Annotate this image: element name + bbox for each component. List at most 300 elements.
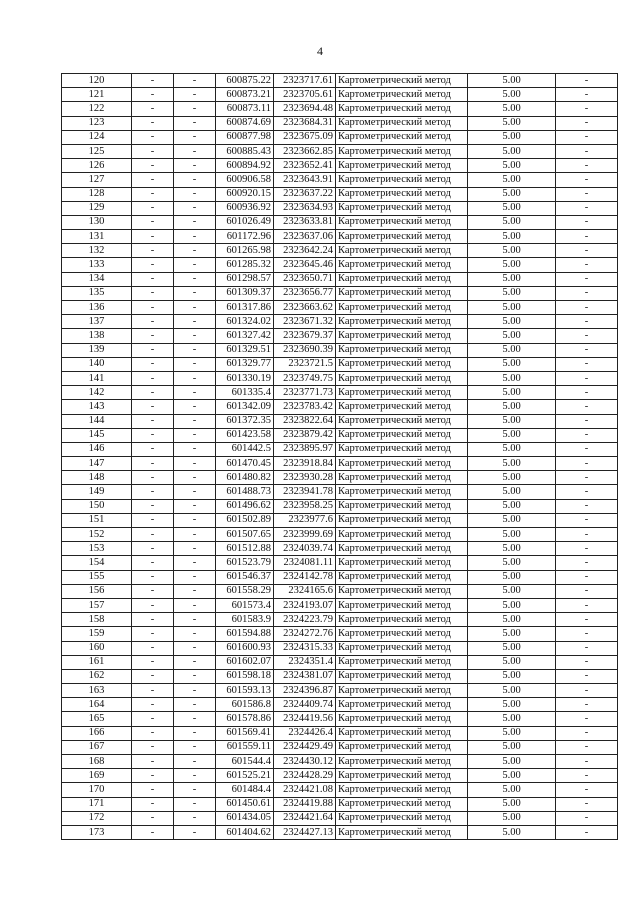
point-number-cell: 140	[62, 357, 132, 371]
dash-cell: -	[556, 428, 618, 442]
point-number-cell: 160	[62, 641, 132, 655]
accuracy-cell: 5.00	[468, 613, 556, 627]
dash-cell: -	[174, 698, 216, 712]
dash-cell: -	[132, 116, 174, 130]
dash-cell: -	[174, 400, 216, 414]
method-cell: Картометрический метод	[336, 556, 468, 570]
dash-cell: -	[556, 542, 618, 556]
table-row	[62, 669, 618, 683]
y-coordinate-cell: 2323717.61	[274, 74, 336, 88]
x-coordinate-cell: 601329.51	[216, 343, 274, 357]
dash-cell: -	[174, 556, 216, 570]
dash-cell: -	[174, 485, 216, 499]
dash-cell: -	[132, 102, 174, 116]
dash-cell: -	[556, 556, 618, 570]
table-row	[62, 442, 618, 456]
dash-cell: -	[174, 386, 216, 400]
method-cell: Картометрический метод	[336, 315, 468, 329]
method-cell: Картометрический метод	[336, 272, 468, 286]
accuracy-cell: 5.00	[468, 386, 556, 400]
x-coordinate-cell: 601544.4	[216, 755, 274, 769]
point-number-cell: 156	[62, 584, 132, 598]
accuracy-cell: 5.00	[468, 712, 556, 726]
dash-cell: -	[174, 414, 216, 428]
y-coordinate-cell: 2324427.13	[274, 825, 336, 839]
dash-cell: -	[556, 230, 618, 244]
method-cell: Картометрический метод	[336, 329, 468, 343]
x-coordinate-cell: 601598.18	[216, 669, 274, 683]
point-number-cell: 123	[62, 116, 132, 130]
dash-cell: -	[132, 144, 174, 158]
x-coordinate-cell: 600875.22	[216, 74, 274, 88]
accuracy-cell: 5.00	[468, 244, 556, 258]
method-cell: Картометрический метод	[336, 797, 468, 811]
table-row	[62, 655, 618, 669]
dash-cell: -	[174, 215, 216, 229]
dash-cell: -	[132, 230, 174, 244]
dash-cell: -	[174, 684, 216, 698]
x-coordinate-cell: 600920.15	[216, 187, 274, 201]
y-coordinate-cell: 2324039.74	[274, 542, 336, 556]
table-row	[62, 641, 618, 655]
table-row	[62, 613, 618, 627]
x-coordinate-cell: 601525.21	[216, 769, 274, 783]
point-number-cell: 128	[62, 187, 132, 201]
table-row	[62, 201, 618, 215]
dash-cell: -	[174, 811, 216, 825]
dash-cell: -	[556, 669, 618, 683]
table-row	[62, 528, 618, 542]
point-number-cell: 125	[62, 144, 132, 158]
dash-cell: -	[556, 825, 618, 839]
table-row	[62, 371, 618, 385]
dash-cell: -	[132, 825, 174, 839]
dash-cell: -	[556, 371, 618, 385]
table-row	[62, 74, 618, 88]
x-coordinate-cell: 601507.65	[216, 528, 274, 542]
dash-cell: -	[556, 187, 618, 201]
point-number-cell: 146	[62, 442, 132, 456]
dash-cell: -	[556, 386, 618, 400]
point-number-cell: 150	[62, 499, 132, 513]
table-row	[62, 343, 618, 357]
accuracy-cell: 5.00	[468, 457, 556, 471]
point-number-cell: 170	[62, 783, 132, 797]
accuracy-cell: 5.00	[468, 513, 556, 527]
y-coordinate-cell: 2324429.49	[274, 740, 336, 754]
dash-cell: -	[132, 471, 174, 485]
y-coordinate-cell: 2323918.84	[274, 457, 336, 471]
y-coordinate-cell: 2323749.75	[274, 371, 336, 385]
x-coordinate-cell: 601172.96	[216, 230, 274, 244]
point-number-cell: 133	[62, 258, 132, 272]
point-number-cell: 147	[62, 457, 132, 471]
y-coordinate-cell: 2323643.91	[274, 173, 336, 187]
dash-cell: -	[132, 286, 174, 300]
accuracy-cell: 5.00	[468, 400, 556, 414]
x-coordinate-cell: 601502.89	[216, 513, 274, 527]
dash-cell: -	[174, 471, 216, 485]
dash-cell: -	[174, 428, 216, 442]
dash-cell: -	[174, 726, 216, 740]
table-row	[62, 698, 618, 712]
table-row	[62, 159, 618, 173]
y-coordinate-cell: 2323663.62	[274, 301, 336, 315]
dash-cell: -	[556, 301, 618, 315]
dash-cell: -	[556, 684, 618, 698]
y-coordinate-cell: 2324419.56	[274, 712, 336, 726]
y-coordinate-cell: 2323822.64	[274, 414, 336, 428]
accuracy-cell: 5.00	[468, 598, 556, 612]
point-number-cell: 172	[62, 811, 132, 825]
accuracy-cell: 5.00	[468, 499, 556, 513]
dash-cell: -	[132, 485, 174, 499]
table-row	[62, 386, 618, 400]
y-coordinate-cell: 2324142.78	[274, 570, 336, 584]
x-coordinate-cell: 601330.19	[216, 371, 274, 385]
table-row	[62, 144, 618, 158]
method-cell: Картометрический метод	[336, 400, 468, 414]
accuracy-cell: 5.00	[468, 159, 556, 173]
x-coordinate-cell: 601309.37	[216, 286, 274, 300]
dash-cell: -	[174, 102, 216, 116]
x-coordinate-cell: 601342.09	[216, 400, 274, 414]
accuracy-cell: 5.00	[468, 740, 556, 754]
method-cell: Картометрический метод	[336, 513, 468, 527]
point-number-cell: 155	[62, 570, 132, 584]
accuracy-cell: 5.00	[468, 215, 556, 229]
dash-cell: -	[556, 528, 618, 542]
accuracy-cell: 5.00	[468, 726, 556, 740]
method-cell: Картометрический метод	[336, 641, 468, 655]
dash-cell: -	[132, 386, 174, 400]
x-coordinate-cell: 601594.88	[216, 627, 274, 641]
dash-cell: -	[556, 641, 618, 655]
point-number-cell: 152	[62, 528, 132, 542]
method-cell: Картометрический метод	[336, 457, 468, 471]
dash-cell: -	[556, 130, 618, 144]
table-row	[62, 471, 618, 485]
y-coordinate-cell: 2324381.07	[274, 669, 336, 683]
table-row	[62, 329, 618, 343]
y-coordinate-cell: 2323656.77	[274, 286, 336, 300]
accuracy-cell: 5.00	[468, 769, 556, 783]
table-row	[62, 542, 618, 556]
method-cell: Картометрический метод	[336, 173, 468, 187]
method-cell: Картометрический метод	[336, 442, 468, 456]
point-number-cell: 171	[62, 797, 132, 811]
x-coordinate-cell: 600874.69	[216, 116, 274, 130]
dash-cell: -	[556, 712, 618, 726]
dash-cell: -	[174, 343, 216, 357]
dash-cell: -	[556, 584, 618, 598]
dash-cell: -	[556, 357, 618, 371]
accuracy-cell: 5.00	[468, 442, 556, 456]
dash-cell: -	[132, 655, 174, 669]
dash-cell: -	[174, 783, 216, 797]
x-coordinate-cell: 601558.29	[216, 584, 274, 598]
table-row	[62, 684, 618, 698]
x-coordinate-cell: 601480.82	[216, 471, 274, 485]
accuracy-cell: 5.00	[468, 570, 556, 584]
dash-cell: -	[132, 769, 174, 783]
y-coordinate-cell: 2324193.07	[274, 598, 336, 612]
table-row	[62, 230, 618, 244]
point-number-cell: 162	[62, 669, 132, 683]
dash-cell: -	[132, 371, 174, 385]
dash-cell: -	[556, 726, 618, 740]
x-coordinate-cell: 600873.11	[216, 102, 274, 116]
method-cell: Картометрический метод	[336, 584, 468, 598]
dash-cell: -	[174, 712, 216, 726]
method-cell: Картометрический метод	[336, 755, 468, 769]
dash-cell: -	[132, 783, 174, 797]
x-coordinate-cell: 601423.58	[216, 428, 274, 442]
dash-cell: -	[556, 485, 618, 499]
x-coordinate-cell: 601583.9	[216, 613, 274, 627]
dash-cell: -	[174, 371, 216, 385]
table-row	[62, 272, 618, 286]
point-number-cell: 173	[62, 825, 132, 839]
accuracy-cell: 5.00	[468, 556, 556, 570]
method-cell: Картометрический метод	[336, 825, 468, 839]
x-coordinate-cell: 601496.62	[216, 499, 274, 513]
table-row	[62, 102, 618, 116]
point-number-cell: 159	[62, 627, 132, 641]
method-cell: Картометрический метод	[336, 130, 468, 144]
y-coordinate-cell: 2323690.39	[274, 343, 336, 357]
dash-cell: -	[174, 116, 216, 130]
dash-cell: -	[132, 329, 174, 343]
accuracy-cell: 5.00	[468, 485, 556, 499]
point-number-cell: 126	[62, 159, 132, 173]
point-number-cell: 122	[62, 102, 132, 116]
accuracy-cell: 5.00	[468, 286, 556, 300]
dash-cell: -	[132, 272, 174, 286]
x-coordinate-cell: 601335.4	[216, 386, 274, 400]
x-coordinate-cell: 600877.98	[216, 130, 274, 144]
method-cell: Картометрический метод	[336, 102, 468, 116]
dash-cell: -	[556, 457, 618, 471]
dash-cell: -	[174, 301, 216, 315]
table-row	[62, 88, 618, 102]
method-cell: Картометрический метод	[336, 187, 468, 201]
accuracy-cell: 5.00	[468, 102, 556, 116]
y-coordinate-cell: 2323642.24	[274, 244, 336, 258]
table-row	[62, 173, 618, 187]
dash-cell: -	[174, 613, 216, 627]
x-coordinate-cell: 601484.4	[216, 783, 274, 797]
table-row	[62, 187, 618, 201]
accuracy-cell: 5.00	[468, 684, 556, 698]
method-cell: Картометрический метод	[336, 684, 468, 698]
point-number-cell: 165	[62, 712, 132, 726]
method-cell: Картометрический метод	[336, 528, 468, 542]
x-coordinate-cell: 601512.88	[216, 542, 274, 556]
y-coordinate-cell: 2324396.87	[274, 684, 336, 698]
table-row	[62, 130, 618, 144]
method-cell: Картометрический метод	[336, 286, 468, 300]
y-coordinate-cell: 2324272.76	[274, 627, 336, 641]
table-row	[62, 811, 618, 825]
method-cell: Картометрический метод	[336, 570, 468, 584]
accuracy-cell: 5.00	[468, 655, 556, 669]
dash-cell: -	[174, 740, 216, 754]
dash-cell: -	[556, 769, 618, 783]
point-number-cell: 143	[62, 400, 132, 414]
y-coordinate-cell: 2323684.31	[274, 116, 336, 130]
dash-cell: -	[556, 116, 618, 130]
x-coordinate-cell: 601265.98	[216, 244, 274, 258]
dash-cell: -	[556, 74, 618, 88]
dash-cell: -	[174, 442, 216, 456]
dash-cell: -	[556, 499, 618, 513]
x-coordinate-cell: 601298.57	[216, 272, 274, 286]
x-coordinate-cell: 601600.93	[216, 641, 274, 655]
y-coordinate-cell: 2323958.25	[274, 499, 336, 513]
point-number-cell: 163	[62, 684, 132, 698]
method-cell: Картометрический метод	[336, 740, 468, 754]
y-coordinate-cell: 2323721.5	[274, 357, 336, 371]
x-coordinate-cell: 601586.8	[216, 698, 274, 712]
dash-cell: -	[556, 201, 618, 215]
accuracy-cell: 5.00	[468, 301, 556, 315]
x-coordinate-cell: 601372.35	[216, 414, 274, 428]
dash-cell: -	[556, 613, 618, 627]
dash-cell: -	[174, 528, 216, 542]
y-coordinate-cell: 2323977.6	[274, 513, 336, 527]
dash-cell: -	[132, 130, 174, 144]
method-cell: Картометрический метод	[336, 726, 468, 740]
dash-cell: -	[556, 144, 618, 158]
dash-cell: -	[556, 698, 618, 712]
dash-cell: -	[556, 414, 618, 428]
accuracy-cell: 5.00	[468, 258, 556, 272]
y-coordinate-cell: 2323879.42	[274, 428, 336, 442]
x-coordinate-cell: 601434.05	[216, 811, 274, 825]
dash-cell: -	[556, 315, 618, 329]
x-coordinate-cell: 601327.42	[216, 329, 274, 343]
table-row	[62, 783, 618, 797]
x-coordinate-cell: 601317.86	[216, 301, 274, 315]
accuracy-cell: 5.00	[468, 329, 556, 343]
dash-cell: -	[132, 669, 174, 683]
dash-cell: -	[556, 215, 618, 229]
dash-cell: -	[174, 244, 216, 258]
dash-cell: -	[132, 187, 174, 201]
point-number-cell: 151	[62, 513, 132, 527]
method-cell: Картометрический метод	[336, 598, 468, 612]
point-number-cell: 129	[62, 201, 132, 215]
dash-cell: -	[174, 329, 216, 343]
y-coordinate-cell: 2323941.78	[274, 485, 336, 499]
dash-cell: -	[556, 400, 618, 414]
table-row	[62, 116, 618, 130]
method-cell: Картометрический метод	[336, 542, 468, 556]
y-coordinate-cell: 2323679.37	[274, 329, 336, 343]
dash-cell: -	[556, 627, 618, 641]
table-row	[62, 740, 618, 754]
accuracy-cell: 5.00	[468, 116, 556, 130]
x-coordinate-cell: 601593.13	[216, 684, 274, 698]
y-coordinate-cell: 2324081.11	[274, 556, 336, 570]
dash-cell: -	[132, 698, 174, 712]
method-cell: Картометрический метод	[336, 201, 468, 215]
dash-cell: -	[174, 499, 216, 513]
y-coordinate-cell: 2323645.46	[274, 258, 336, 272]
dash-cell: -	[556, 329, 618, 343]
dash-cell: -	[556, 797, 618, 811]
method-cell: Картометрический метод	[336, 343, 468, 357]
dash-cell: -	[132, 570, 174, 584]
y-coordinate-cell: 2323637.22	[274, 187, 336, 201]
point-number-cell: 148	[62, 471, 132, 485]
dash-cell: -	[556, 272, 618, 286]
dash-cell: -	[132, 357, 174, 371]
dash-cell: -	[174, 144, 216, 158]
method-cell: Картометрический метод	[336, 811, 468, 825]
method-cell: Картометрический метод	[336, 357, 468, 371]
point-number-cell: 136	[62, 301, 132, 315]
dash-cell: -	[132, 343, 174, 357]
dash-cell: -	[132, 159, 174, 173]
table-row	[62, 315, 618, 329]
method-cell: Картометрический метод	[336, 116, 468, 130]
point-number-cell: 141	[62, 371, 132, 385]
table-row	[62, 499, 618, 513]
dash-cell: -	[132, 499, 174, 513]
accuracy-cell: 5.00	[468, 414, 556, 428]
dash-cell: -	[556, 286, 618, 300]
accuracy-cell: 5.00	[468, 797, 556, 811]
dash-cell: -	[132, 726, 174, 740]
accuracy-cell: 5.00	[468, 783, 556, 797]
y-coordinate-cell: 2323705.61	[274, 88, 336, 102]
x-coordinate-cell: 601569.41	[216, 726, 274, 740]
dash-cell: -	[132, 528, 174, 542]
dash-cell: -	[556, 343, 618, 357]
dash-cell: -	[132, 556, 174, 570]
dash-cell: -	[174, 230, 216, 244]
dash-cell: -	[132, 442, 174, 456]
y-coordinate-cell: 2323652.41	[274, 159, 336, 173]
dash-cell: -	[174, 173, 216, 187]
dash-cell: -	[132, 244, 174, 258]
dash-cell: -	[174, 641, 216, 655]
y-coordinate-cell: 2323637.06	[274, 230, 336, 244]
y-coordinate-cell: 2323895.97	[274, 442, 336, 456]
point-number-cell: 158	[62, 613, 132, 627]
method-cell: Картометрический метод	[336, 783, 468, 797]
point-number-cell: 139	[62, 343, 132, 357]
method-cell: Картометрический метод	[336, 499, 468, 513]
dash-cell: -	[174, 258, 216, 272]
dash-cell: -	[556, 740, 618, 754]
point-number-cell: 144	[62, 414, 132, 428]
table-row	[62, 357, 618, 371]
y-coordinate-cell: 2323662.85	[274, 144, 336, 158]
dash-cell: -	[132, 201, 174, 215]
y-coordinate-cell: 2323634.93	[274, 201, 336, 215]
dash-cell: -	[174, 130, 216, 144]
table-row	[62, 797, 618, 811]
x-coordinate-cell: 601026.49	[216, 215, 274, 229]
method-cell: Картометрический метод	[336, 669, 468, 683]
accuracy-cell: 5.00	[468, 669, 556, 683]
dash-cell: -	[174, 159, 216, 173]
y-coordinate-cell: 2324419.88	[274, 797, 336, 811]
accuracy-cell: 5.00	[468, 542, 556, 556]
